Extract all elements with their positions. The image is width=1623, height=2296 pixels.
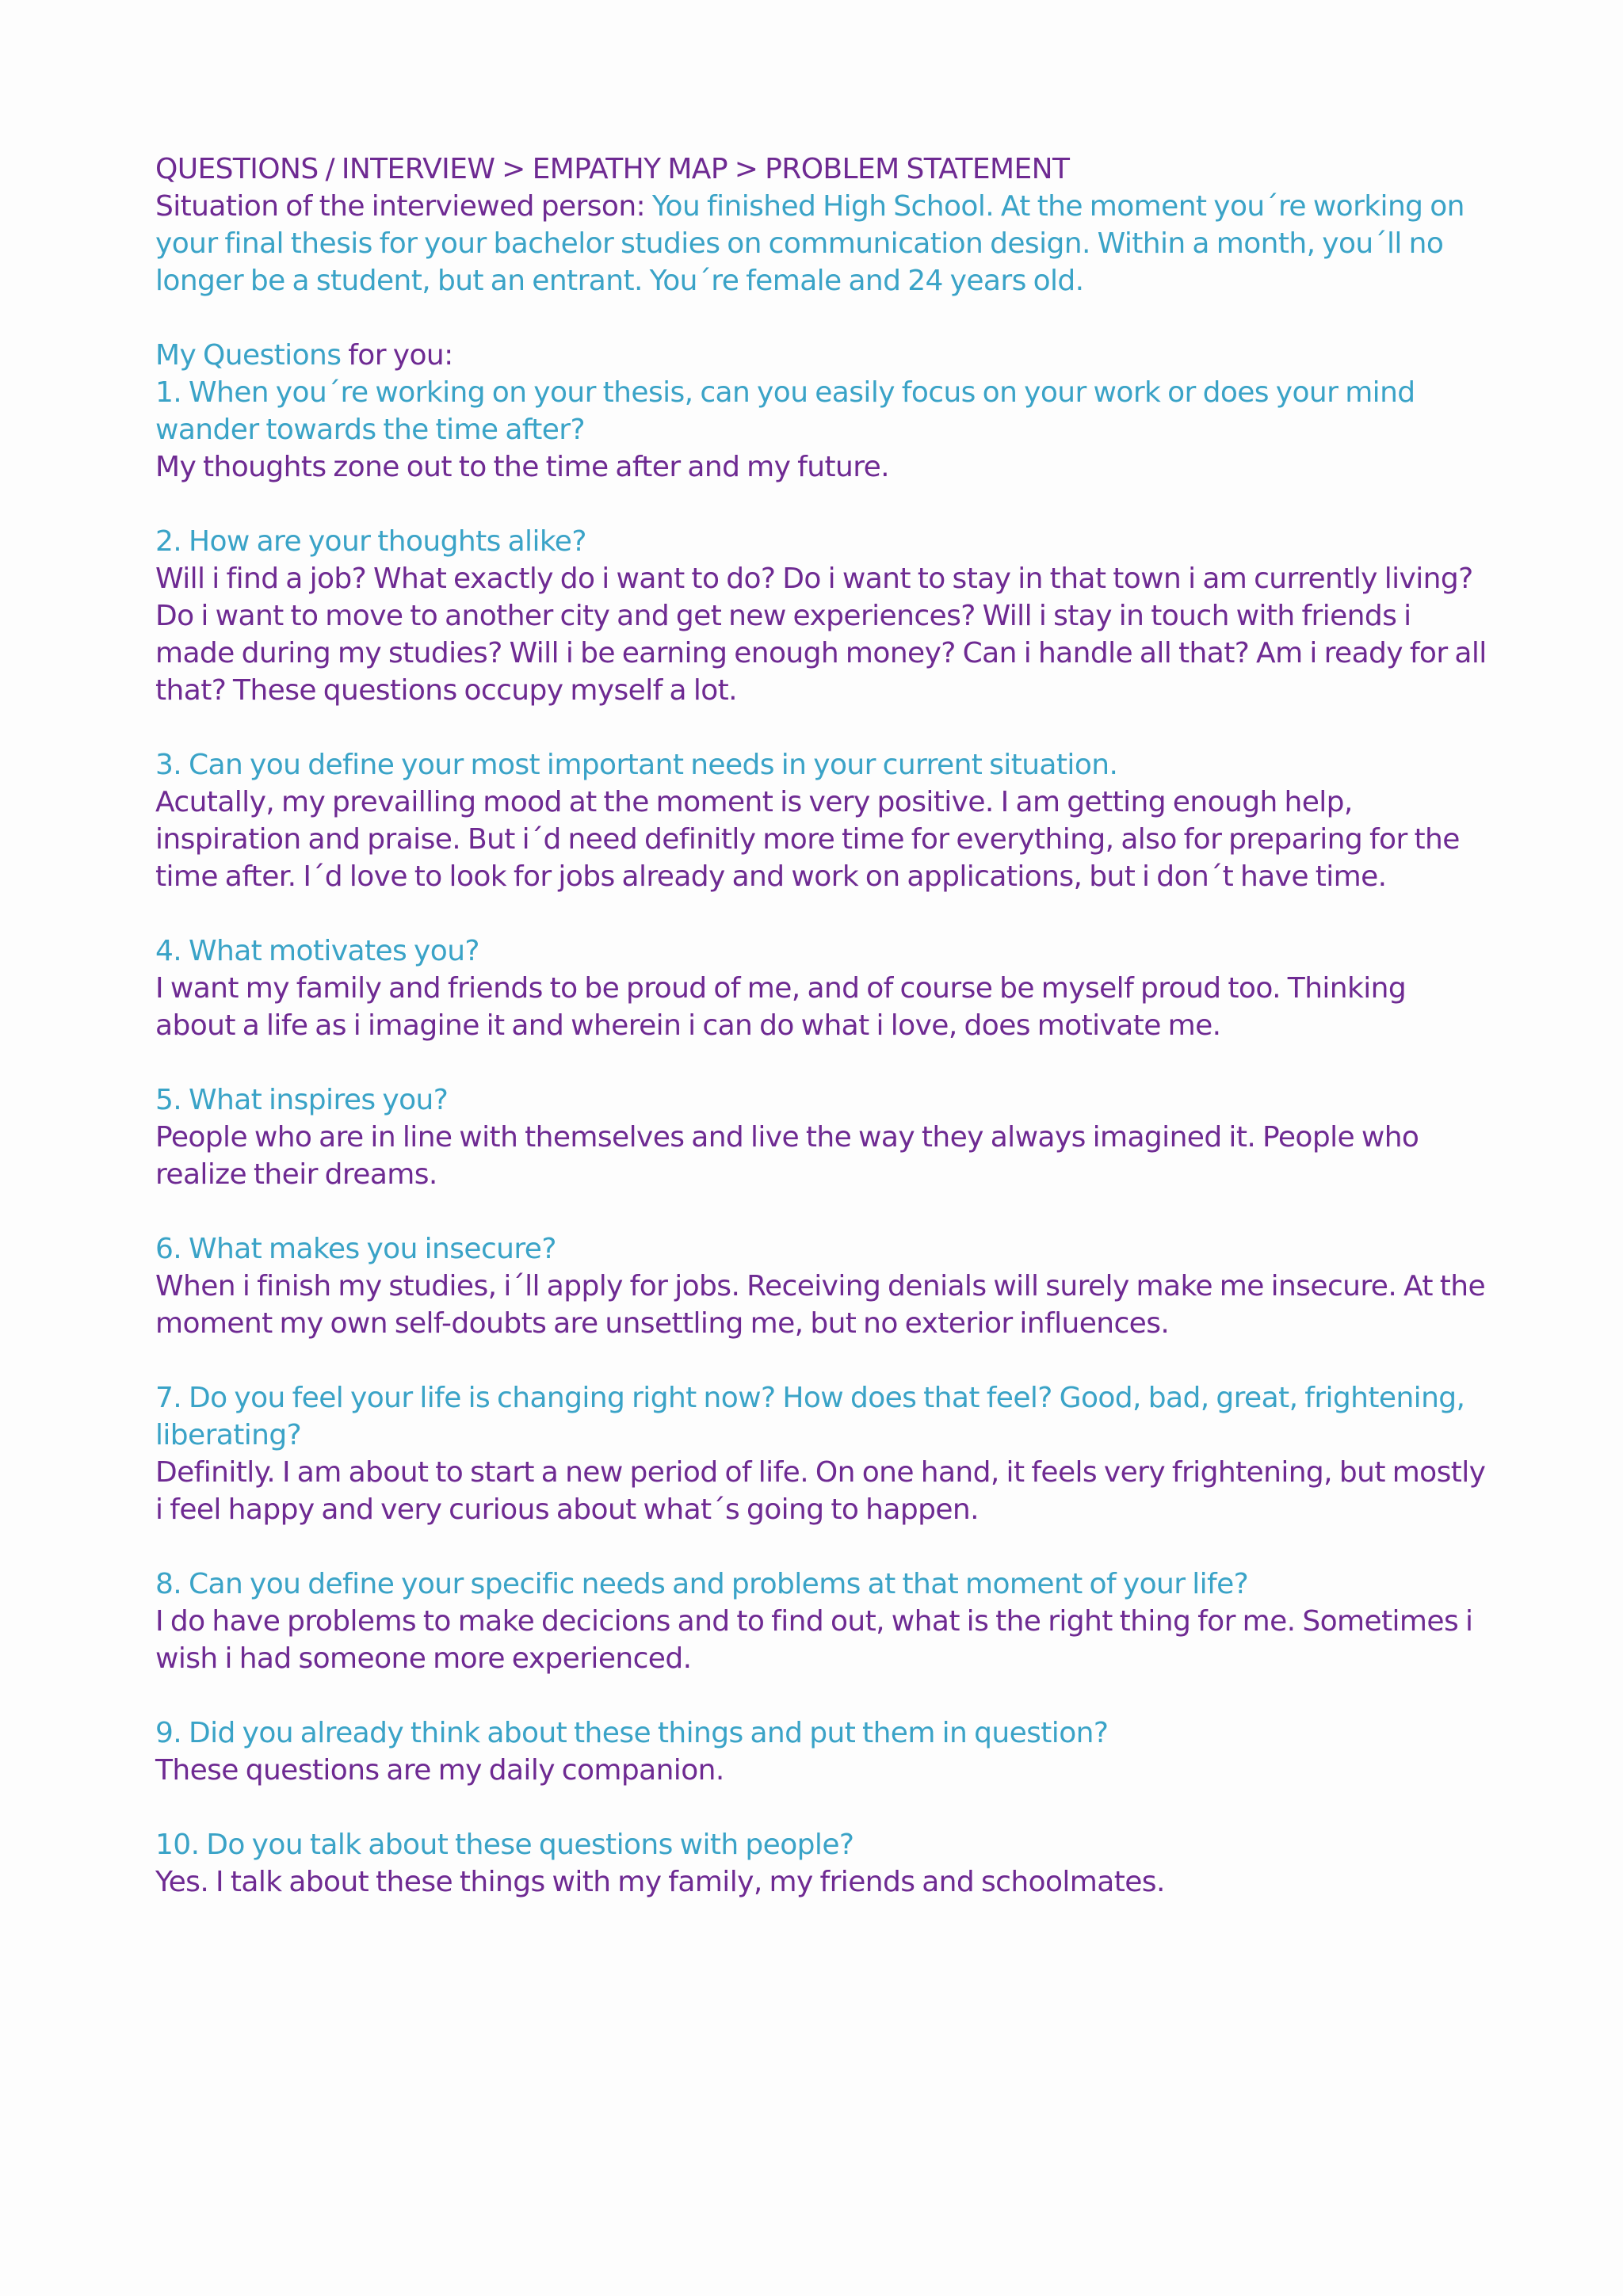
qa-item-7: [155, 1379, 1487, 1528]
answer-text: I do have problems to make decicions and to find out, what is the right thing for me. Sometimes i wish i had someone more experienced.: [155, 1605, 1473, 1675]
questions-intro-lead: My Questions: [155, 339, 342, 372]
qa-item-9: [155, 1714, 1487, 1789]
spacer: [155, 1528, 1487, 1566]
qa-item-10: [155, 1826, 1487, 1901]
spacer: [155, 1342, 1487, 1379]
spacer: [155, 299, 1487, 337]
answer-text: Acutally, my prevailling mood at the moment is very positive. I am getting enough help, inspiration and praise. But i´d need definitly more time for everything, also for preparing for the time after. I´d love to look for jobs already and work on applications, but i don´t have time.: [155, 786, 1460, 893]
question-text: 9. Did you already think about these things and put them in question?: [155, 1717, 1109, 1749]
qa-item-6: [155, 1230, 1487, 1342]
answer-text: Yes. I talk about these things with my family, my friends and schoolmates.: [155, 1866, 1165, 1898]
questions-intro: [155, 337, 1487, 374]
spacer: [155, 1193, 1487, 1230]
spacer: [155, 895, 1487, 933]
spacer: [155, 1044, 1487, 1081]
question-text: 1. When you´re working on your thesis, can you easily focus on your work or does your mind wander towards the time after?: [155, 376, 1415, 446]
spacer: [155, 709, 1487, 746]
answer-text: I want my family and friends to be proud of me, and of course be myself proud too. Thinking about a life as i imagine it and wherein i can do what i love, does motivate me.: [155, 972, 1407, 1042]
spacer: [155, 1677, 1487, 1714]
qa-item-1: [155, 374, 1487, 486]
qa-item-3: [155, 746, 1487, 895]
questions-intro-rest: for you:: [341, 339, 453, 372]
question-text: 3. Can you define your most important needs in your current situation.: [155, 749, 1118, 781]
answer-text: When i finish my studies, i´ll apply for jobs. Receiving denials will surely make me insecure. At the moment my own self-doubts are unsettling me, but no exterior influences.: [155, 1270, 1486, 1340]
question-text: 6. What makes you insecure?: [155, 1233, 556, 1265]
answer-text: People who are in line with themselves and live the way they always imagined it. People who realize their dreams.: [155, 1121, 1419, 1191]
situation-text: You finished High School. At the moment you´re working on your final thesis for your bachelor studies on communication design. Within a month, you´ll no longer be a student, but an entrant. You´re female and 24 years old.: [155, 190, 1465, 297]
answer-text: These questions are my daily companion.: [155, 1754, 724, 1787]
question-text: 8. Can you define your specific needs and problems at that moment of your life?: [155, 1568, 1249, 1600]
answer-text: Definitly. I am about to start a new period of life. On one hand, it feels very frightening, but mostly i feel happy and very curious about what´s going to happen.: [155, 1456, 1486, 1526]
situation-label: Situation of the interviewed person:: [155, 190, 646, 223]
spacer: [155, 1789, 1487, 1826]
document-content: [155, 151, 1487, 1901]
question-text: 2. How are your thoughts alike?: [155, 525, 586, 558]
page-title: QUESTIONS / INTERVIEW > EMPATHY MAP > PROBLEM STATEMENT: [155, 153, 1070, 185]
qa-item-8: [155, 1566, 1487, 1677]
question-text: 4. What motivates you?: [155, 935, 479, 967]
qa-item-2: [155, 523, 1487, 709]
question-text: 10. Do you talk about these questions with people?: [155, 1829, 854, 1861]
spacer: [155, 486, 1487, 523]
answer-text: My thoughts zone out to the time after and my future.: [155, 451, 890, 483]
qa-item-4: [155, 933, 1487, 1044]
question-text: 5. What inspires you?: [155, 1084, 449, 1116]
qa-item-5: [155, 1081, 1487, 1193]
situation-paragraph: [155, 188, 1487, 299]
answer-text: Will i find a job? What exactly do i want to do? Do i want to stay in that town i am currently living? Do i want to move to another city and get new experiences? Will i stay in touch with friends i made during my studies? Will i be earning enough money? Can i handle all that? Am i ready for all that? These questions occupy myself a lot.: [155, 563, 1487, 707]
question-text: 7. Do you feel your life is changing right now? How does that feel? Good, bad, great, frightening, liberating?: [155, 1382, 1465, 1451]
